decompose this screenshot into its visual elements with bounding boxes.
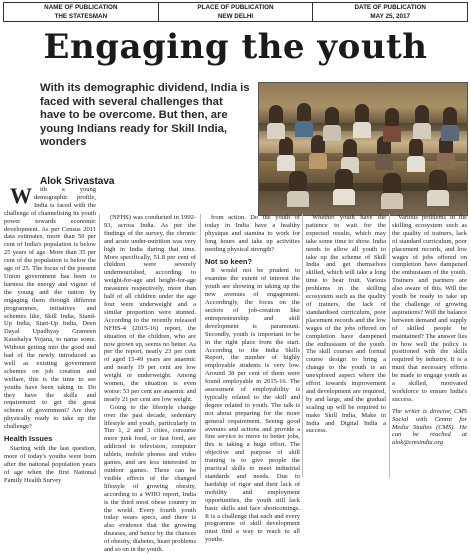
column-divider [302, 214, 303, 478]
publication-name-cell: NAME OF PUBLICATION THE STATESMAN [3, 2, 158, 22]
article-column-5: Various problems in the skilling ecosystem such as the quality of trainers, lack of standard curriculum, poor placement records, and low wages of jobs offered on completion have dampened the enthusiasm of the youth. Trainers and partners are also aware of this. Will the youth be ready to take up the challenge of growing aspirations? Will the balance between demand and supply of skilled people be maintained? The answer lies in how well the policy is positioned with the skills required by industry. It is a must that necessary efforts be made to engage youth as a skilled, motivated workforce to ensure India's success. The writer is director, CMS Social with Centre for Media Studies (CMS). He can be reached at alok@cmsindia.org [392, 214, 467, 447]
publication-header [3, 2, 468, 22]
column-divider [389, 214, 390, 478]
classroom-photo [258, 82, 468, 216]
publication-place-cell: PLACE OF PUBLICATION NEW DELHI [158, 2, 313, 22]
article-deck: With its demographic dividend, India is faced with several challenges that have to be overcome. But then, are young Indians ready for Skill India, wonders [40, 82, 250, 149]
article-column-3: from action. Do the youth of today in India have a healthy physique and stamina to work for long hours and take up activities needing physical strength? Not so keen? It would not be prudent to examine the extent of interest the youth are showing in taking up the new avenues of engagement. Accordingly, the focus on the sectors of job-creation like entrepreneurship and skill development is paramount. Secondly, youth is important to be in the right place from the start. According to the India Skills Report, the number of highly employable students is very low. Around 38 per cent of them were found employable in 2015-16. The assessment of employability is typically related to the skill and degree related to youth. The talk is not about preparing for the more general requirement. Seeing good avenues and actions and provide a fine service to move to better jobs, this is taking a huge effort. The objective and purpose of skill training is to give people the practical skills to meet industrial standards and needs. Due to hardship of rigor and their lack of mobility and employment opportunities, the youth still lack basic skills and face shortcomings. It is a challenge that each and every programme of skill development must find a way to reach to all youths. [205, 214, 300, 544]
subheading-health: Health Issues [4, 434, 53, 444]
article-title: Engaging the youth [43, 27, 428, 67]
subheading-not-so-keen: Not so keen? [205, 256, 253, 266]
article-column-2: (NFHS) was conducted in 1992-93, across India. As per the findings of the survey, the chronic and acute under-nutrition was very high in India during that time. More specifically, 51.8 per cent of children were severely undernourished, according to weight-for-age and height-for-age measures respectively, more than half of all children under the age four were underweight and a similar proportion were stunted. According to the recently released NFHS-4 (2015-16) report, the situation of the children, who are now grown up, seems no better. As per the report, nearly 23 per cent of aged 15-49 years are anaemic and nearly 19 per cent are low weight or underweight. Among women, the situation is even worse: 53 per cent are anaemic and nearly 21 per cent are low weight. Going to the lifestyle change over the past decade, sedentary lifestyle and youth, particularly in Tier 1, 2 and 3 cities, consume more junk food, or fast food, are addicted to television, computer tablets, mobile phones and video games, and are less interested in outdoor games. These can be visible effects of the changed lifestyle of growing obesity, according to a WHO report, India is the third most obese country in the world. Every fourth youth today wears specs, and there is also evidence that the growing diseases, and hence by the chances of obesity, diabetes, heart problems and so on in the youth. [104, 214, 196, 554]
column-divider [200, 214, 201, 478]
article-byline: Alok Srivastava [40, 176, 115, 187]
column-divider [99, 214, 100, 478]
author-note: The writer is director, CMS Social with Centre for Media Studies (CMS). He can be reached at alok@cmsindia.org [392, 407, 467, 447]
article-column-1: W ith a young demographic profile, India is faced with the challenge of channelising its youth power towards economic development. As per Census 2011 data estimates, more than 50 per cent of India's population is below 25 years of age. More than 35 per cent of the population is below the age of 25. The focus of the present Union government has been to harness the energy and vigour of the young and the nation by engaging them through different programmes, initiatives and schemes like, Skill India, Stand-Up India, Start-Up India, Deen Dayal Upadhyay Grameen Kaushalya Yojana, to name some. Without getting into the good and bad of the newly introduced as well as existing government schemes on job creation and welfare, this is the time to see youths have been taking in. Do they have the skills and requirement to get the great scheme of government? Are they physically ready to take up the challenge? Health Issues Starting with the last question, more of today's youths were born after the national population years of age when the first National Family Health Survey [4, 183, 96, 484]
drop-cap: W [10, 183, 32, 208]
article-column-4: Whether youth have the patience to wait for the expected results, which may take some time to show. India needs to allow all youth to take up the scheme of Skill India and get themselves skilled, which will take a long time to bear fruit. Various problems in the skilling ecosystem such as the quality of trainers, the lack of standardised curriculum, poor placement records and the low wages of the jobs offered on completion have dampened the enthusiasm of the youth. The skill courses and formal course design to bring a change to the youth is an unexplored aspect where the effort towards improvement and development are required, by and large, and the gradual scaling up will be required to make Skill India, Make in India and Digital India a success. [306, 214, 386, 435]
publication-date-cell: DATE OF PUBLICATION MAY 25, 2017 [312, 2, 468, 22]
